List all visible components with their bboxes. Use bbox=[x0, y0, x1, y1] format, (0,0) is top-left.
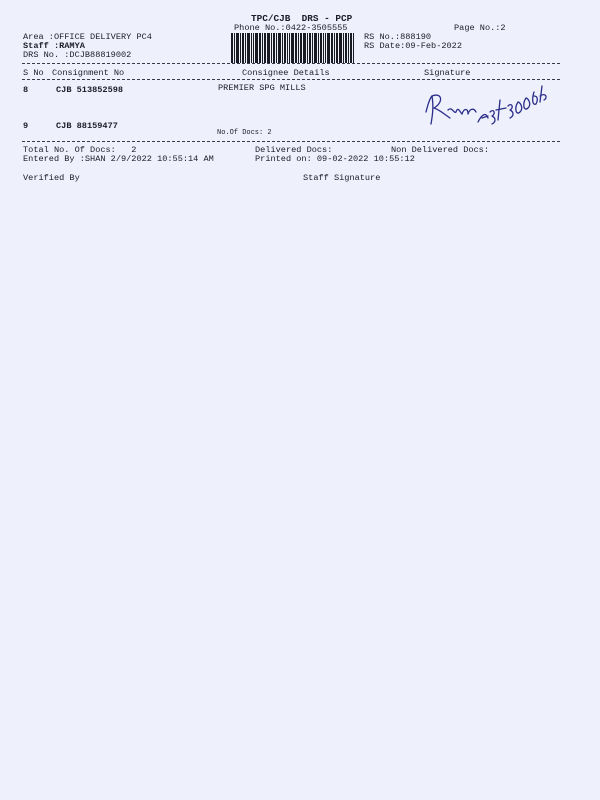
row-8-consignment: CJB 513852598 bbox=[56, 85, 124, 95]
row-9-sno: 9 bbox=[23, 121, 29, 131]
row-8-sno: 8 bbox=[23, 85, 29, 95]
row-8-consignee: PREMIER SPG MILLS bbox=[218, 83, 306, 93]
delivered-docs: Delivered Docs: bbox=[255, 145, 333, 155]
handwritten-signature bbox=[420, 78, 560, 138]
barcode-image bbox=[231, 33, 354, 63]
staff-signature: Staff Signature bbox=[303, 173, 381, 183]
verified-by: Verified By bbox=[23, 173, 80, 183]
rs-number: RS No.:888190 bbox=[364, 32, 432, 42]
column-sno: S No bbox=[23, 68, 44, 78]
phone-number: Phone No.:0422-3505555 bbox=[234, 23, 348, 33]
footer-divider bbox=[22, 141, 560, 142]
document-title: TPC/CJB DRS - PCP bbox=[251, 13, 353, 24]
column-consignee: Consignee Details bbox=[242, 68, 330, 78]
no-of-docs: No.Of Docs: 2 bbox=[217, 129, 272, 137]
row-9-consignment: CJB 88159477 bbox=[56, 121, 118, 131]
total-docs: Total No. Of Docs: 2 bbox=[23, 145, 137, 155]
header-divider bbox=[22, 63, 560, 64]
staff-label: Staff :RAMYA bbox=[23, 41, 85, 51]
drs-number: DRS No. :DCJB88819002 bbox=[23, 50, 132, 60]
entered-by: Entered By :SHAN 2/9/2022 10:55:14 AM bbox=[23, 154, 214, 164]
area-label: Area :OFFICE DELIVERY PC4 bbox=[23, 32, 152, 42]
non-delivered-docs: Non Delivered Docs: bbox=[391, 145, 489, 155]
column-signature: Signature bbox=[424, 68, 471, 78]
printed-on: Printed on: 09-02-2022 10:55:12 bbox=[255, 154, 415, 164]
page-number: Page No.:2 bbox=[454, 23, 506, 33]
column-consignment: Consignment No bbox=[52, 68, 125, 78]
rs-date: RS Date:09-Feb-2022 bbox=[364, 41, 462, 51]
